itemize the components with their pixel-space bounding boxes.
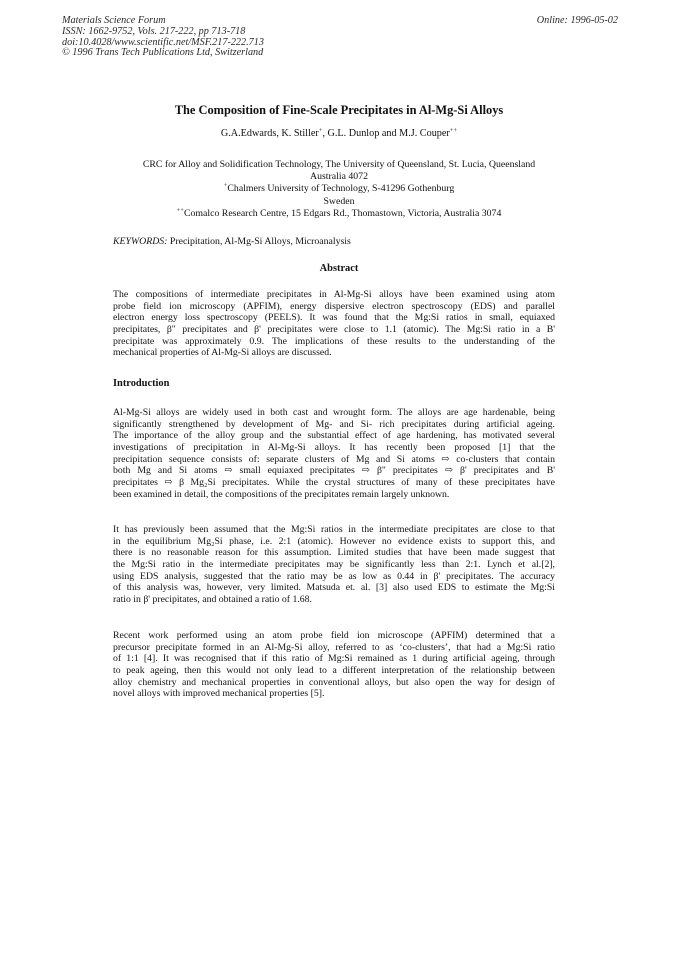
text-line: investigations of precipitation in Al-Mg-Si alloys. It has recently been proposed [1] that the <box>113 442 555 454</box>
author-list <box>60 128 618 139</box>
text-line: precursor precipitate formed in an Al-Mg-Si alloy, referred to as ‘co-clusters’, that had a Mg:Si ratio <box>113 641 555 653</box>
text-line: of 1:1 [4]. It was recognised that if this ratio of Mg:Si remained as 1 during artificial ageing, through <box>113 653 555 665</box>
text-line: probe field ion microscopy (APFIM), energy dispersive electron spectroscopy (EDS) and parallel <box>113 300 555 312</box>
text-line: precipitate was approximately 0.9. The implications of these results to the understanding of the <box>113 335 555 347</box>
text-line: ratio in β' precipitates, and obtained a ratio of 1.68. <box>113 594 312 606</box>
text-line: precipitation sequence consists of: separate clusters of Mg and Si atoms ⇨ co-clusters that contain <box>113 453 555 465</box>
journal-name: Materials Science Forum <box>62 15 166 26</box>
affiliation-text: Comalco Research Centre, 15 Edgars Rd., Thomastown, Victoria, Australia 3074 <box>183 207 502 219</box>
affiliation-line <box>60 183 618 195</box>
affiliation-line: CRC for Alloy and Solidification Technology, The University of Queensland, St. Lucia, Queensland <box>142 159 536 170</box>
text-line: both Mg and Si atoms ⇨ small equiaxed precipitates ⇨ β" precipitates ⇨ β' precipitates and B' <box>113 465 555 477</box>
text-line: The importance of the alloy group and the substantial effect of age hardening, has motivated several <box>113 430 555 442</box>
author-mark: + <box>318 127 323 134</box>
journal-header <box>62 16 264 59</box>
intro-paragraph-3 <box>113 630 555 700</box>
online-date: Online: 1996-05-02 <box>536 15 618 26</box>
author-name: G.A.Edwards <box>220 128 277 139</box>
text-line: Al-Mg-Si alloys are widely used in both cast and wrought form. The alloys are age hardenable, being <box>113 407 555 418</box>
text-line: The compositions of intermediate precipitates in Al-Mg-Si alloys have been examined using atom <box>113 289 555 300</box>
author-separator: and <box>379 128 400 139</box>
affiliation-line: Sweden <box>323 195 355 207</box>
text-line: alloy chemistry and mechanical properties in conventional alloys, but also open the way for design of <box>113 676 555 688</box>
journal-doi[interactable]: doi:10.4028/www.scientific.net/MSF.217-222.713 <box>62 36 264 48</box>
author-name: K. Stiller <box>281 128 319 139</box>
abstract-heading: Abstract <box>319 263 359 274</box>
keywords <box>113 236 618 247</box>
text-line: It has previously been assumed that the Mg:Si ratios in the intermediate precipitates are close to that <box>113 524 555 535</box>
keywords-text: Precipitation, Al-Mg-Si Alloys, Microanalysis <box>167 236 351 247</box>
journal-issn: ISSN: 1662-9752, Vols. 217-222, pp 713-718 <box>62 25 246 37</box>
author-name: G.L. Dunlop <box>327 128 380 139</box>
text-line: there is no reasonable reason for this assumption. Limited studies that have been made suggest that <box>113 547 555 559</box>
intro-paragraph-2 <box>113 524 555 606</box>
text-line: using EDS analysis, suggested that the ratio may be as low as 0.44 in β' precipitates. The accuracy <box>113 570 555 582</box>
journal-copyright: © 1996 Trans Tech Publications Ltd, Switzerland <box>62 47 264 59</box>
paper-title: The Composition of Fine-Scale Precipitates in Al-Mg-Si Alloys <box>174 103 504 117</box>
author-separator: , <box>276 128 282 139</box>
text-line: of this analysis was, however, very limited. Matsuda et. al. [3] also used EDS to estimate the Mg:Si <box>113 582 555 594</box>
text-line: to peak ageing, then this would not only lead to a different interpretation of the relationship between <box>113 665 555 677</box>
text-line: been examined in detail, the compositions of the precipitates remain largely unknown. <box>113 488 450 500</box>
text-line: mechanical properties of Al-Mg-Si alloys are discussed. <box>113 347 332 359</box>
text-line: electron energy loss spectroscopy (PEELS). It was found that the Mg:Si ratios in small, equiaxed <box>113 312 555 324</box>
author-mark: ++ <box>449 127 458 134</box>
text-line: the Mg:Si ratio in the intermediate precipitates may be significantly less than 2:1. Lynch et al.[2], <box>113 559 555 571</box>
abstract-body <box>113 289 555 359</box>
text-line: precipitates ⇨ β Mg₂Si precipitates. While the crystal structures of many of these precipitates have <box>113 477 555 489</box>
affiliation-line <box>60 208 618 220</box>
author-separator: , <box>322 128 328 139</box>
intro-paragraph-1 <box>113 407 555 501</box>
affiliations <box>60 159 618 220</box>
affiliation-mark: ++ <box>176 206 184 214</box>
author-name: M.J. Couper <box>399 128 450 139</box>
text-line: in the equilibrium Mg₂Si phase, i.e. 2:1 (atomic). However no evidence exists to support this, and <box>113 535 555 547</box>
affiliation-mark: + <box>223 182 228 190</box>
text-line: significantly strengthened by development of Mg- and Si- rich precipitates during artificial ageing. <box>113 418 555 430</box>
affiliation-text: Chalmers University of Technology, S-41296 Gothenburg <box>227 183 455 195</box>
introduction-heading: Introduction <box>113 378 170 389</box>
affiliation-line: Australia 4072 <box>310 171 368 183</box>
text-line: precipitates, β" precipitates and β' precipitates were close to 1.1 (atomic). The Mg:Si ratio in a B' <box>113 324 555 336</box>
text-line: Recent work performed using an atom probe field ion microscope (APFIM) determined that a <box>113 630 555 641</box>
text-line: novel alloys with improved mechanical properties [5]. <box>113 688 325 700</box>
keywords-label: KEYWORDS: <box>113 236 168 247</box>
